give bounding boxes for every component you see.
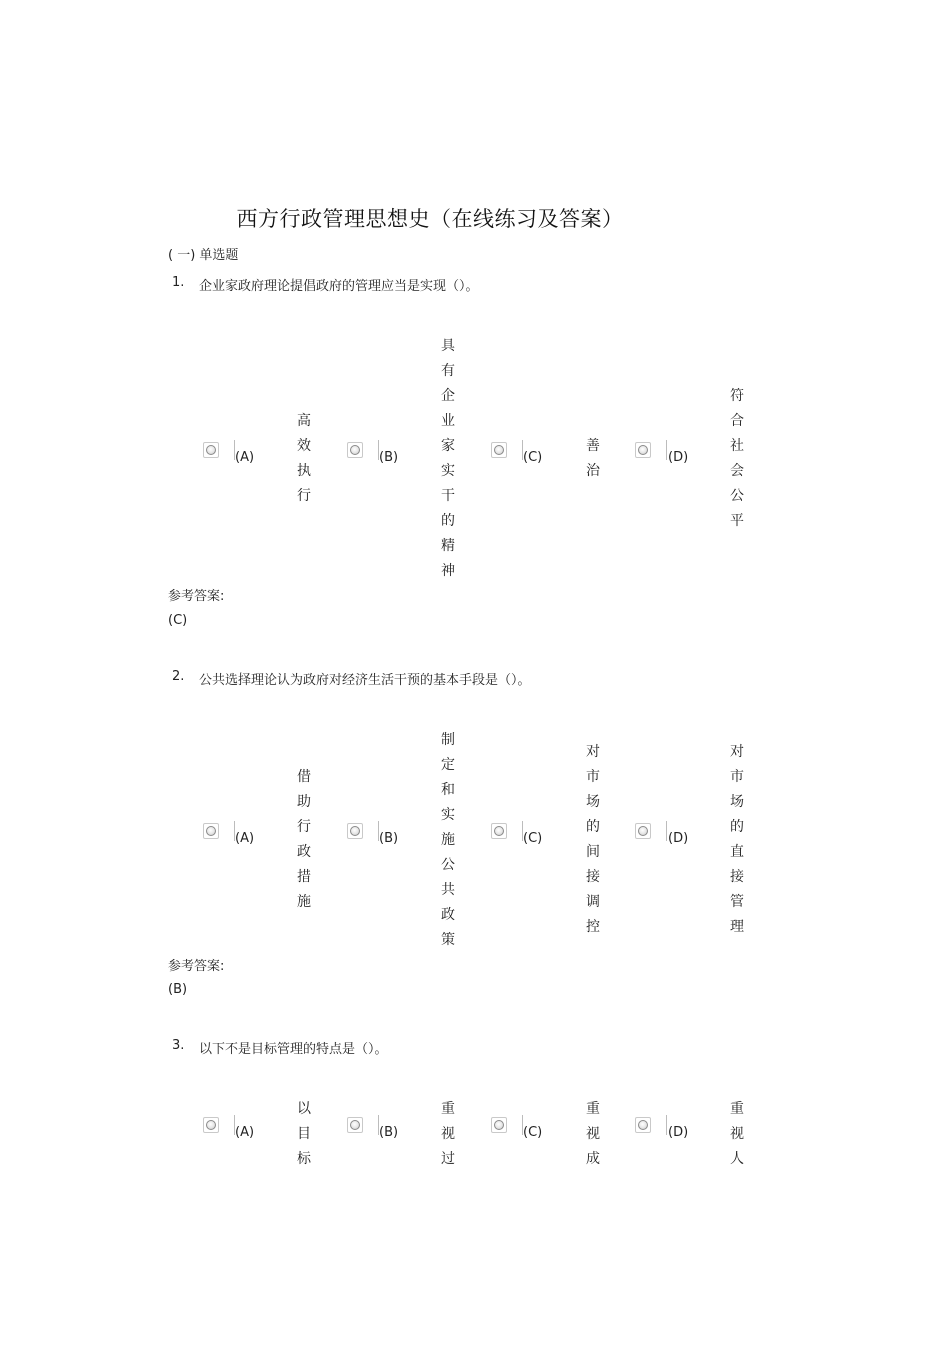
radio-divider [666,821,667,841]
option-radio-button[interactable] [203,1117,219,1133]
option-text: 重 视 过 [441,1100,455,1167]
option-radio-button[interactable] [635,823,651,839]
option-radio-button[interactable] [491,823,507,839]
question-number: 2. [172,669,185,684]
answer-label: 参考答案: [168,589,225,604]
option-radio-button[interactable] [491,442,507,458]
option-radio-button[interactable] [491,1117,507,1133]
option-radio-button[interactable] [203,442,219,458]
option-label: (B) [379,450,399,465]
answer-label: 参考答案: [168,959,225,974]
option-label: (A) [235,831,255,846]
option-text: 具 有 企 业 家 实 干 的 精 神 [441,338,455,579]
option-label: (D) [668,450,689,465]
option-text: 制 定 和 实 施 公 共 政 策 [441,731,455,948]
question-number: 3. [172,1038,185,1053]
option-text: 重 视 人 [730,1100,744,1167]
option-radio-button[interactable] [347,823,363,839]
option-label: (D) [668,831,689,846]
option-label: (A) [235,1125,255,1140]
option-label: (A) [235,450,255,465]
option-text: 高 效 执 行 [297,413,311,504]
document-title: 西方行政管理思想史（在线练习及答案） [236,207,624,231]
option-text: 符 合 社 会 公 平 [730,388,744,529]
section-heading: ( 一) 单选题 [168,248,239,263]
option-label: (B) [379,831,399,846]
option-label: (C) [523,450,543,465]
option-radio-button[interactable] [347,442,363,458]
option-radio-button[interactable] [203,823,219,839]
option-radio-button[interactable] [347,1117,363,1133]
option-label: (D) [668,1125,689,1140]
question-text: 企业家政府理论提倡政府的管理应当是实现（）。 [199,279,479,294]
option-radio-button[interactable] [635,442,651,458]
answer-value: (B) [168,982,188,997]
option-text: 以 目 标 [297,1100,311,1167]
option-text: 善 治 [586,438,600,479]
option-text: 借 助 行 政 措 施 [297,769,311,910]
question-number: 1. [172,275,185,290]
answer-value: (C) [168,613,188,628]
option-label: (B) [379,1125,399,1140]
option-radio-button[interactable] [635,1117,651,1133]
option-text: 对 市 场 的 间 接 调 控 [586,744,600,935]
option-text: 重 视 成 [586,1100,600,1167]
radio-divider [666,1115,667,1135]
question-text: 以下不是目标管理的特点是（）。 [199,1042,388,1057]
option-label: (C) [523,1125,543,1140]
radio-divider [666,440,667,460]
option-text: 对 市 场 的 直 接 管 理 [730,744,744,935]
question-text: 公共选择理论认为政府对经济生活干预的基本手段是（）。 [199,673,531,688]
option-label: (C) [523,831,543,846]
